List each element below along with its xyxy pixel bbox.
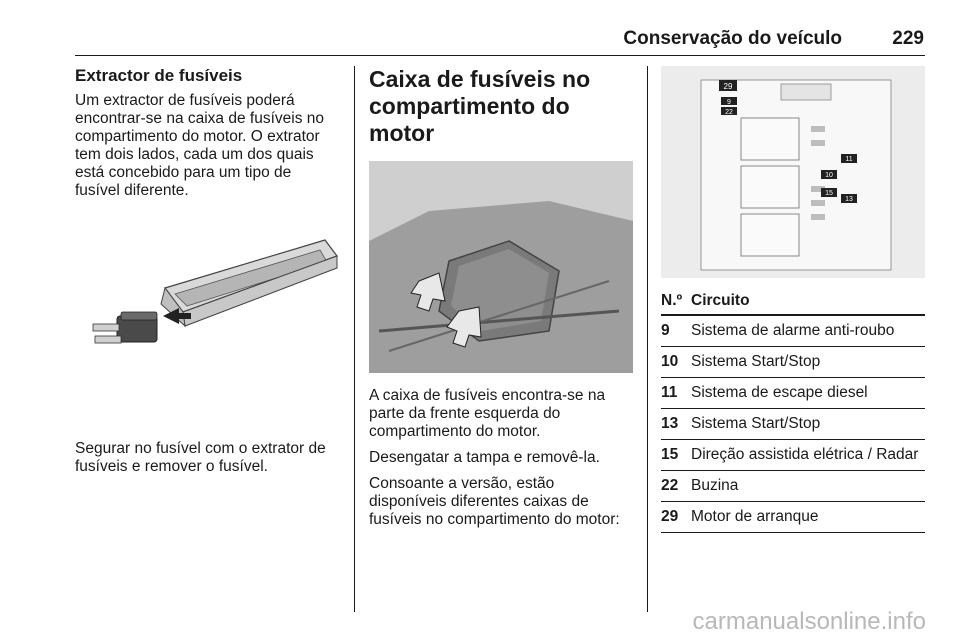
fuse-number: 11 xyxy=(661,378,691,409)
relay-slot-2 xyxy=(741,166,799,208)
page-header-title: Conservação do veículo xyxy=(623,28,842,49)
fuse-label-29 xyxy=(719,80,737,91)
svg-text:22: 22 xyxy=(725,109,733,116)
svg-text:15: 15 xyxy=(825,190,833,197)
fuse-blade-2 xyxy=(95,336,121,343)
variants-paragraph: Consoante a versão, estão disponíveis diferentes caixas de fusíveis no compartimento do motor: xyxy=(369,475,620,528)
table-row xyxy=(661,347,925,378)
cover-removal-paragraph: Desengatar a tampa e removê-la. xyxy=(369,449,600,466)
fuse-extractor-paragraph: Um extractor de fusíveis poderá encontrar-se na caixa de fusíveis no compartimento do motor. O extrator tem dois lados, cada um dos quais está concebido para um tipo de fusível diferente. xyxy=(75,92,324,199)
svg-text:10: 10 xyxy=(825,172,833,179)
fuse-top xyxy=(121,312,157,320)
fuse-label-13 xyxy=(841,194,857,203)
table-row xyxy=(661,315,925,347)
column-header-circuit: Circuito xyxy=(691,290,925,315)
fuse-extractor-illustration xyxy=(75,220,340,420)
circuit-name: Direção assistida elétrica / Radar xyxy=(691,440,925,471)
column-right xyxy=(661,66,925,533)
fuse-label-9 xyxy=(721,97,737,106)
table-row xyxy=(661,409,925,440)
column-divider-left xyxy=(354,66,355,612)
fuse-label-11 xyxy=(841,154,857,163)
table-row xyxy=(661,440,925,471)
table-row xyxy=(661,471,925,502)
fuse-label-15 xyxy=(821,188,837,197)
fuse-removal-paragraph: Segurar no fusível com o extrator de fusíveis e remover o fusível. xyxy=(75,440,326,475)
fuse-number: 13 xyxy=(661,409,691,440)
engine-fuse-box-heading: Caixa de fusíveis no compartimento do motor xyxy=(369,66,591,146)
svg-text:9: 9 xyxy=(727,99,731,106)
fuse-blade-1 xyxy=(93,324,119,331)
circuit-name: Sistema de alarme anti-roubo xyxy=(691,315,925,347)
circuit-name: Sistema de escape diesel xyxy=(691,378,925,409)
relay-slot-1 xyxy=(741,118,799,160)
header-rule xyxy=(75,55,925,56)
table-row xyxy=(661,378,925,409)
fuse-label-22 xyxy=(721,107,737,116)
fuse-number: 9 xyxy=(661,315,691,347)
table-row xyxy=(661,502,925,533)
circuit-name: Buzina xyxy=(691,471,925,502)
column-left xyxy=(75,66,340,484)
svg-text:29: 29 xyxy=(723,82,733,91)
fuse-box-diagram xyxy=(661,66,925,278)
circuit-name: Sistema Start/Stop xyxy=(691,409,925,440)
column-middle xyxy=(369,66,633,537)
relay-slot-3 xyxy=(741,214,799,256)
watermark: carmanualsonline.info xyxy=(692,608,926,635)
page-number: 229 xyxy=(892,28,924,49)
fuse-extractor-heading: Extractor de fusíveis xyxy=(75,66,243,85)
svg-text:11: 11 xyxy=(845,156,853,163)
fuse-number: 15 xyxy=(661,440,691,471)
engine-compartment-photo xyxy=(369,161,633,373)
fuse-number: 29 xyxy=(661,502,691,533)
circuit-name: Motor de arranque xyxy=(691,502,925,533)
column-divider-right xyxy=(647,66,648,612)
fuse-number: 10 xyxy=(661,347,691,378)
column-header-number: N.º xyxy=(661,290,691,315)
fuse-label-10 xyxy=(821,170,837,179)
svg-text:13: 13 xyxy=(845,196,853,203)
circuit-name: Sistema Start/Stop xyxy=(691,347,925,378)
fuse-box-location-paragraph: A caixa de fusíveis encontra-se na parte da frente esquerda do compartimento do motor. xyxy=(369,387,606,440)
circuit-table xyxy=(661,290,925,533)
table-header-row xyxy=(661,290,925,315)
fuse-number: 22 xyxy=(661,471,691,502)
